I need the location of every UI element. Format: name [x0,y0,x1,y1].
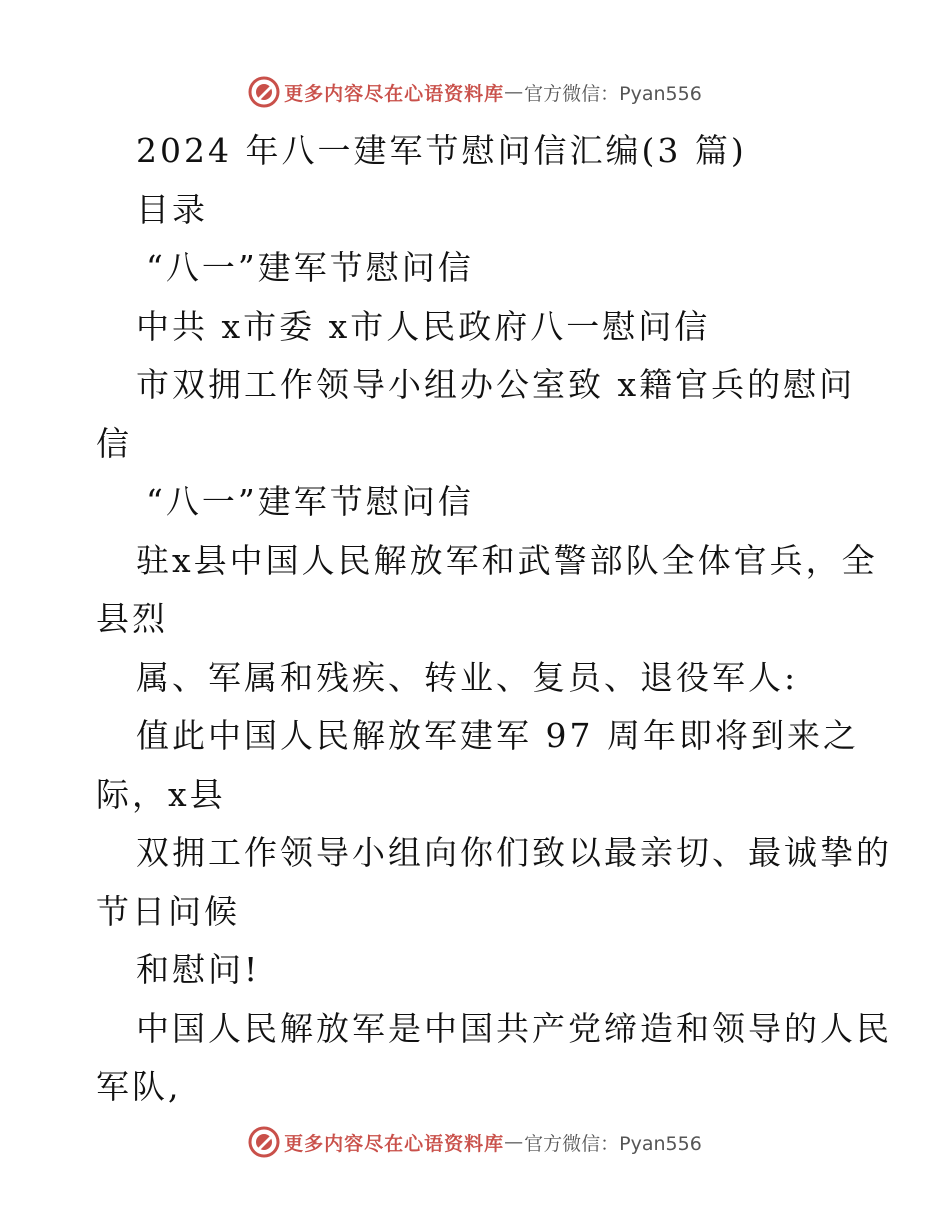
watermark-header [0,72,950,112]
toc-item-continued: 信 [96,423,132,463]
watermark-suffix: 官方微信：Pyan556 [524,1132,702,1155]
paragraph-line: 节日问候 [96,891,240,931]
paragraph-line: 属、军属和残疾、转业、复员、退役军人: [136,657,799,697]
watermark-dash: — [504,1131,525,1153]
paragraph-line: 和慰问! [136,950,261,989]
watermark-footer [0,1122,950,1162]
paragraph-line: 值此中国人民解放军建军 97 周年即将到来之 [136,716,859,755]
paragraph-line: 双拥工作领导小组向你们致以最亲切、最诚挚的 [136,833,892,872]
toc-item: 中共 x市委 x市人民政府八一慰问信 [136,306,711,346]
paragraph-line: 驻x县中国人民解放军和武警部队全体官兵，全 [136,540,878,580]
pen-logo-icon [248,1126,280,1158]
section-heading: “八一”建军节慰问信 [146,482,474,521]
toc-heading: 目录 [136,189,208,229]
pen-logo-icon [248,76,280,108]
document-body [96,122,892,1117]
document-title: 2024 年八一建军节慰问信汇编(3 篇) [136,131,747,170]
watermark-text: 更多内容尽在心语资料库 [284,1132,505,1155]
paragraph-line: 际，x县 [96,774,226,814]
watermark-suffix: 官方微信：Pyan556 [524,82,702,105]
watermark-text: 更多内容尽在心语资料库 [284,82,505,105]
paragraph-line: 军队, [96,1067,182,1106]
toc-item: “八一”建军节慰问信 [146,248,474,287]
paragraph-line: 县烈 [96,599,168,638]
paragraph-line: 中国人民解放军是中国共产党缔造和领导的人民 [136,1008,892,1048]
toc-item: 市双拥工作领导小组办公室致 x籍官兵的慰问 [136,365,856,404]
watermark-dash: — [504,81,525,103]
